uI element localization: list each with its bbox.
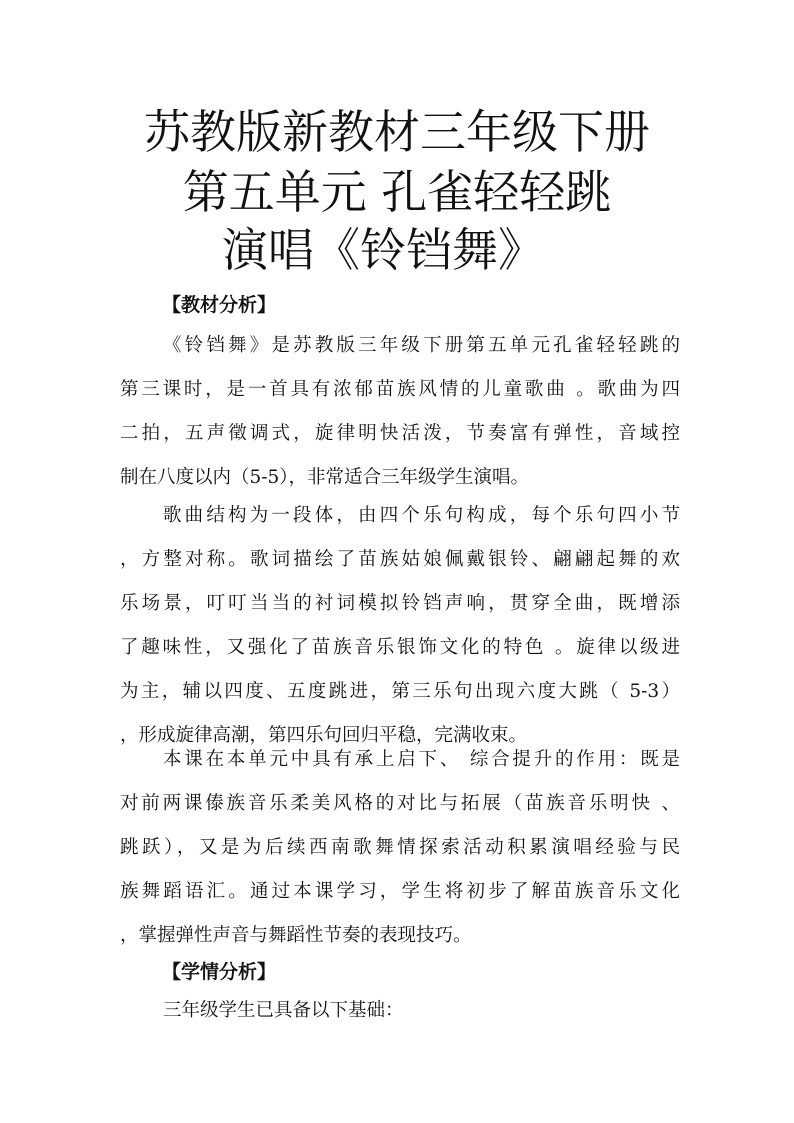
text-line: 本课在本单元中具有承上启下、 综合提升的作用：既是 (163, 749, 680, 770)
paragraph-2 (120, 494, 680, 758)
text-line: 了趣味性，又强化了苗族音乐银饰文化的特色 。旋律以级进 (120, 637, 680, 658)
text-line: 歌曲结构为一段体，由四个乐句构成，每个乐句四小节 (163, 505, 680, 526)
paragraph-3 (120, 738, 680, 958)
text-line: 族舞蹈语汇。通过本课学习，学生将初步了解苗族音乐文化 (120, 881, 680, 902)
title-line-1: 苏教版新教材三年级下册 (144, 105, 650, 159)
text-line: 二拍，五声徵调式，旋律明快活泼，节奏富有弹性，音域控 (120, 423, 680, 444)
text-line: 制在八度以内（5-5），非常适合三年级学生演唱。 (120, 467, 530, 488)
section-heading-student-analysis: 【学情分析】 (162, 961, 277, 983)
text-line: 乐场景，叮叮当当的衬词模拟铃铛声响，贯穿全曲，既增添 (120, 593, 680, 614)
text-line: ，形成旋律高潮，第四乐句回归平稳，完满收束。 (120, 725, 528, 746)
text-line: 对前两课傣族音乐柔美风格的对比与拓展（苗族音乐明快 、 (120, 793, 680, 814)
title-line-3: 演唱《铃铛舞》 (222, 223, 544, 277)
paragraph-4 (120, 989, 680, 1033)
text-line: 三年级学生已具备以下基础： (163, 1000, 404, 1021)
section-heading-textbook-analysis: 【教材分析】 (162, 294, 277, 316)
paragraph-1 (120, 324, 680, 500)
text-line: 为主，辅以四度、五度跳进，第三乐句出现六度大跳（ 5-3） (120, 681, 680, 702)
text-line: 跳跃），又是为后续西南歌舞情探索活动积累演唱经验与民 (120, 837, 680, 858)
text-line: 《铃铛舞》是苏教版三年级下册第五单元孔雀轻轻跳的 (163, 335, 680, 356)
text-line: 第三课时，是一首具有浓郁苗族风情的儿童歌曲 。歌曲为四 (120, 379, 680, 400)
title-line-2: 第五单元 孔雀轻轻跳 (182, 165, 612, 219)
text-line: ，掌握弹性声音与舞蹈性节奏的表现技巧。 (120, 925, 472, 946)
text-line: ，方整对称。歌词描绘了苗族姑娘佩戴银铃、翩翩起舞的欢 (120, 549, 680, 570)
